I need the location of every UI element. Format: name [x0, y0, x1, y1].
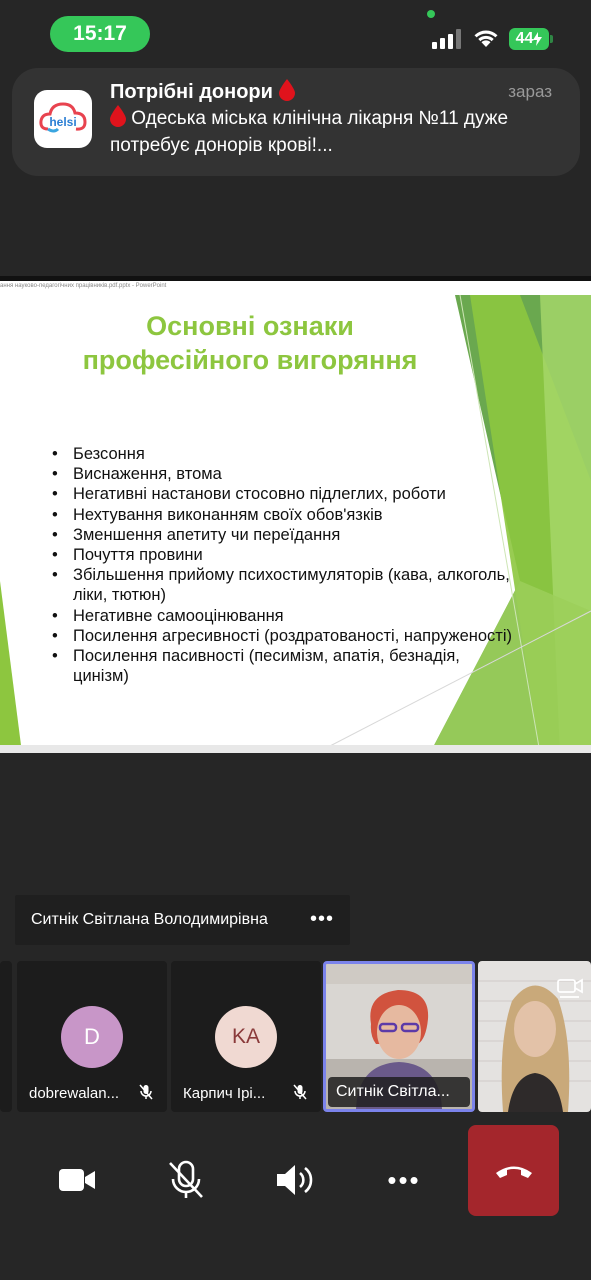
participant-tile[interactable]: [17, 961, 167, 1112]
wifi-icon: [472, 27, 500, 49]
camera-off-icon: [557, 975, 583, 999]
status-time[interactable]: 15:17: [50, 16, 150, 52]
avatar: D: [61, 1006, 123, 1068]
call-controls-toolbar: [0, 1112, 591, 1280]
blood-drop-icon: [279, 79, 295, 101]
notification-body: [110, 105, 550, 159]
hang-up-button[interactable]: [468, 1125, 559, 1216]
speaker-icon: [275, 1162, 315, 1198]
notification-banner[interactable]: [12, 68, 580, 176]
bullet-item: • Почуття провини: [52, 545, 512, 565]
mic-muted-icon: [167, 1160, 205, 1200]
notification-title: [110, 79, 295, 104]
mic-muted-icon: [139, 1084, 153, 1100]
camera-button[interactable]: [49, 1152, 105, 1208]
battery-level: 44: [515, 30, 534, 47]
more-options-button[interactable]: [376, 1152, 432, 1208]
helsi-app-icon: [34, 90, 92, 148]
shared-slide: [0, 281, 591, 753]
slide-bottom-border: [0, 745, 591, 753]
participant-tile-partial[interactable]: [0, 961, 12, 1112]
more-icon: •••: [387, 1164, 421, 1195]
bullet-item: • Негативне самооцінювання: [52, 606, 512, 626]
slide-bullet-list: [52, 444, 512, 686]
participant-tile-active-speaker[interactable]: [323, 961, 475, 1112]
slide-title-line2: професійного вигоряння: [82, 345, 418, 375]
bullet-item: • Нехтування виконанням своїх обов'язків: [52, 505, 512, 525]
bullet-item: • Зменшення апетиту чи переїдання: [52, 525, 512, 545]
avatar: KA: [215, 1006, 277, 1068]
notification-time: зараз: [508, 82, 552, 101]
camera-in-use-indicator: [427, 10, 435, 18]
participant-name: Карпич Ірі...: [183, 1085, 266, 1102]
helsi-logo-text: helsi: [49, 115, 77, 129]
presenter-name-label[interactable]: [15, 895, 350, 945]
participant-name: dobrewalan...: [29, 1085, 120, 1102]
speaker-button[interactable]: [267, 1152, 323, 1208]
bullet-item: • Посилення пасивності (песимізм, апатія, безнадія, цинізм): [52, 646, 512, 686]
bullet-item: • Негативні настанови стосовно підлеглих, роботи: [52, 484, 512, 504]
battery-tip: [550, 35, 553, 43]
slide-title-line1: Основні ознаки: [146, 311, 354, 341]
slide-title: [40, 309, 460, 377]
presenter-name: Ситнік Світлана Володимирівна: [31, 911, 268, 928]
participant-tile[interactable]: [171, 961, 321, 1112]
bullet-item: • Збільшення прийому психостимуляторів (кава, алкоголь, ліки, тютюн): [52, 565, 512, 605]
cellular-signal-icon: [432, 29, 462, 49]
presenter-more-button[interactable]: •••: [309, 908, 334, 930]
participant-name: Ситнік Світла...: [328, 1077, 470, 1107]
participant-tile[interactable]: [478, 961, 591, 1112]
camera-icon: [58, 1167, 96, 1193]
notification-body-text: Одеська міська клінічна лікарня №11 дуже потребує донорів крові!...: [110, 108, 509, 156]
bullet-item: • Виснаження, втома: [52, 464, 512, 484]
battery-indicator: [509, 28, 549, 50]
slide-window-caption: ання науково-педагогічних працівників.pdf.pptx - PowerPoint: [0, 283, 167, 289]
hang-up-icon: [494, 1162, 534, 1180]
bullet-item: • Безсоння: [52, 444, 512, 464]
mute-button[interactable]: [158, 1152, 214, 1208]
charging-bolt-icon: [533, 32, 542, 46]
mic-muted-icon: [293, 1084, 307, 1100]
bullet-item: • Посилення агресивності (роздратованості, напруженості): [52, 626, 512, 646]
blood-drop-icon: [110, 105, 126, 127]
notification-title-text: Потрібні донори: [110, 81, 273, 103]
